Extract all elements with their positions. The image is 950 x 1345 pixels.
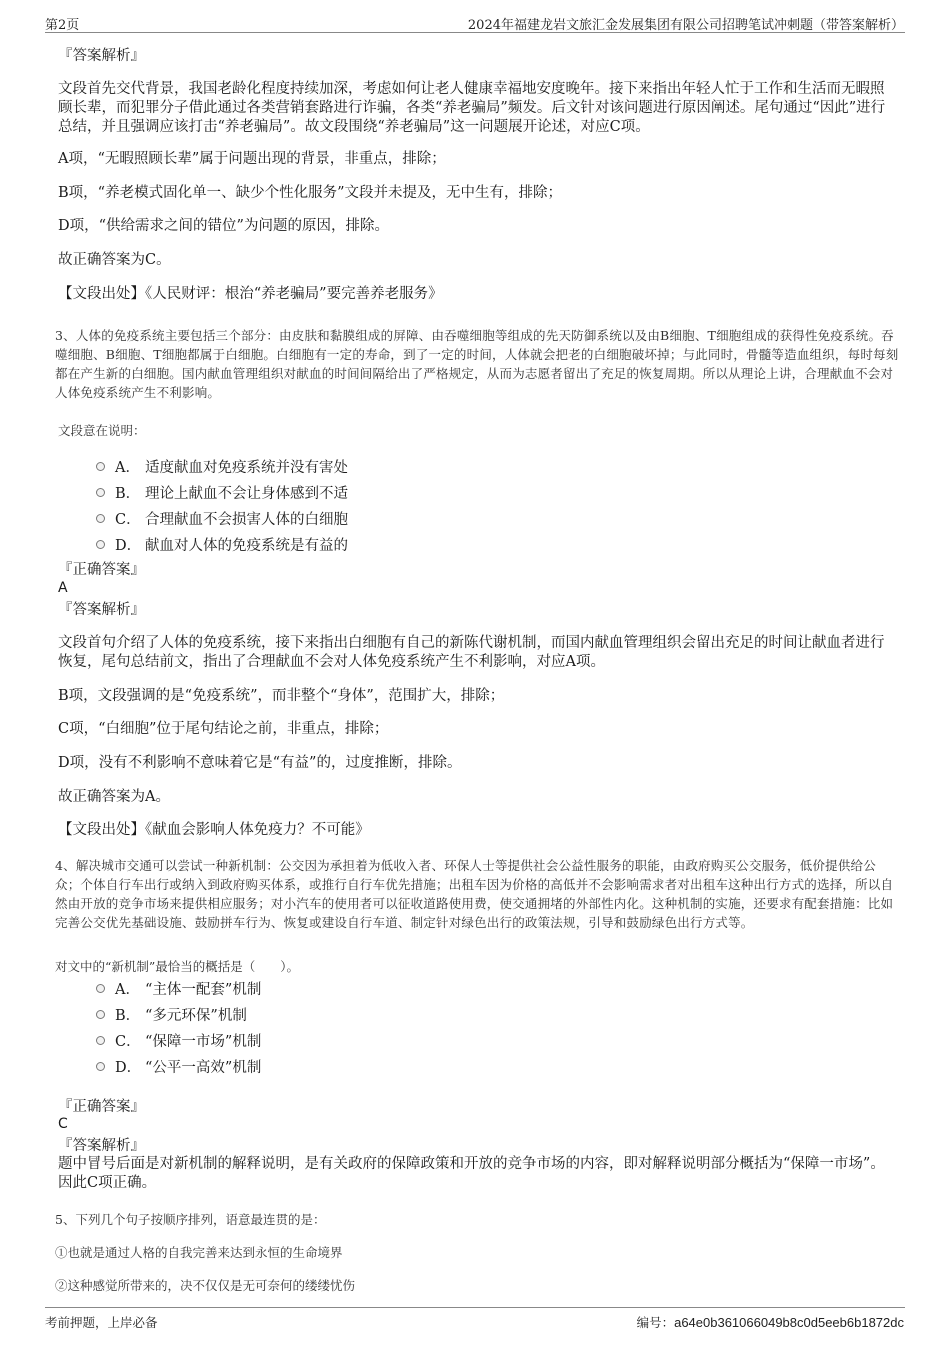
option-letter: B． — [115, 485, 141, 502]
q3-line-c: C项，“白细胞”位于尾句结论之前，非重点，排除； — [58, 721, 389, 737]
option-text: “主体一配套”机制 — [145, 981, 262, 998]
radio-button[interactable] — [96, 1036, 105, 1045]
footer-slogan: 考前押题，上岸必备 — [45, 1315, 158, 1330]
footer-code — [637, 1313, 904, 1331]
q4-option-a[interactable] — [96, 977, 261, 999]
radio-button[interactable] — [96, 1010, 105, 1019]
option-text: 理论上献血不会让身体感到不适 — [145, 485, 348, 502]
q4-answer-heading: 『正确答案』 — [58, 1099, 145, 1115]
q4-analysis-text: 题中冒号后面是对新机制的解释说明，是有关政府的保障政策和开放的竞争市场的内容，即对解释说明部分概括为“保障一市场”。因此C项正确。 — [58, 1156, 885, 1191]
q5-sentence-1: ①也就是通过人格的自我完善来达到永恒的生命境界 — [55, 1245, 343, 1260]
q3-option-c[interactable] — [96, 507, 348, 529]
q2-line-d: D项，“供给需求之间的错位”为问题的原因，排除。 — [58, 218, 389, 234]
page-number: 第2页 — [45, 18, 80, 33]
radio-button[interactable] — [96, 462, 105, 471]
q2-line-a: A项，“无暇照顾长辈”属于问题出现的背景，非重点，排除； — [58, 151, 446, 167]
q3-stem: 3、人体的免疫系统主要包括三个部分：由皮肤和黏膜组成的屏障、由吞噬细胞等组成的先天防御系统以及由B细胞、T细胞组成的获得性免疫系统。吞噬细胞、B细胞、T细胞都属于白细胞。白细胞有一定的寿命，到了一定的时间，人体就会把老的白细胞破坏掉；与此同时，骨髓等造血组织，每时每刻都在产生新的白细胞。国内献血管理组织对献血的时间间隔给出了严格规定，从而为志愿者留出了充足的恢复周期。所以从理论上讲，合理献血不会对人体免疫系统产生不利影响。 — [55, 328, 899, 400]
q3-prompt: 文段意在说明： — [58, 423, 146, 438]
q3-line-d: D项，没有不利影响不意味着它是“有益”的，过度推断，排除。 — [58, 755, 462, 771]
footer-code-value: a64e0b361066049b8c0d5eeb6b1872dc — [674, 1315, 904, 1330]
q4-option-b[interactable] — [96, 1003, 247, 1025]
q3-option-d[interactable] — [96, 533, 348, 555]
radio-button[interactable] — [96, 514, 105, 523]
q4-option-c[interactable] — [96, 1029, 261, 1051]
option-text: 合理献血不会损害人体的白细胞 — [145, 511, 348, 528]
option-letter: A． — [115, 459, 140, 476]
radio-button[interactable] — [96, 1062, 105, 1071]
q3-option-a[interactable] — [96, 455, 348, 477]
footer-divider — [45, 1307, 905, 1308]
q3-option-b[interactable] — [96, 481, 348, 503]
q2-line-b: B项，“养老模式固化单一、缺少个性化服务”文段并未提及，无中生有，排除； — [58, 185, 562, 201]
option-letter: B． — [115, 1007, 141, 1024]
option-text: “保障一市场”机制 — [145, 1033, 262, 1050]
q3-answer: A — [58, 580, 68, 596]
q4-option-d[interactable] — [96, 1055, 261, 1077]
option-text: “多元环保”机制 — [145, 1007, 247, 1024]
option-letter: D． — [115, 1059, 142, 1076]
q5-stem: 5、下列几个句子按顺序排列，语意最连贯的是： — [55, 1212, 326, 1227]
option-text: 适度献血对免疫系统并没有害处 — [145, 459, 348, 476]
q4-answer: C — [58, 1116, 68, 1132]
q2-source: 【文段出处】《人民财评：根治“养老骗局”要完善养老服务》 — [58, 286, 443, 302]
option-text: “公平一高效”机制 — [145, 1059, 262, 1076]
footer-code-label: 编号： — [636, 1315, 675, 1330]
q3-line-b: B项，文段强调的是“免疫系统”，而非整个“身体”，范围扩大，排除； — [58, 688, 505, 704]
q2-conclusion: 故正确答案为C。 — [58, 252, 171, 268]
document-title: 2024年福建龙岩文旅汇金发展集团有限公司招聘笔试冲刺题（带答案解析） — [467, 18, 904, 33]
q4-stem: 4、解决城市交通可以尝试一种新机制：公交因为承担着为低收入者、环保人士等提供社会公益性服务的职能，由政府购买公交服务，低价提供给公众；个体自行车出行或纳入到政府购买体系，或推行自行车优先措施；出租车因为价格的高低并不会影响需求者对出租车这种出行方式的选择，所以自然由开放的竞争市场来提供相应服务；对小汽车的使用者可以征收道路使用费，使交通拥堵的外部性内化。这种机制的实施，还要求有配套措施：比如完善公交优先基础设施、鼓励拼车行为、恢复或建设自行车道、制定针对绿色出行的政策法规，引导和鼓励绿色出行方式等。 — [55, 858, 894, 930]
q2-analysis-text: 文段首先交代背景，我国老龄化程度持续加深，考虑如何让老人健康幸福地安度晚年。接下来指出年轻人忙于工作和生活而无暇照顾长辈，而犯罪分子借此通过各类营销套路进行诈骗，各类“养老骗局”频发。后文针对该问题进行原因阐述。尾句通过“因此”进行总结，并且强调应该打击“养老骗局”。故文段围绕“养老骗局”这一问题展开论述，对应C项。 — [58, 81, 886, 135]
q2-analysis-heading: 『答案解析』 — [58, 48, 145, 64]
option-letter: C． — [115, 1033, 141, 1050]
radio-button[interactable] — [96, 540, 105, 549]
option-letter: C． — [115, 511, 141, 528]
header-divider — [45, 32, 905, 33]
q3-analysis-heading: 『答案解析』 — [58, 602, 145, 618]
radio-button[interactable] — [96, 488, 105, 497]
option-text: 献血对人体的免疫系统是有益的 — [145, 537, 348, 554]
q4-prompt: 对文中的“新机制”最恰当的概括是（ ）。 — [55, 959, 300, 974]
option-letter: A． — [115, 981, 140, 998]
q5-sentence-2: ②这种感觉所带来的，决不仅仅是无可奈何的缕缕忧伤 — [55, 1278, 356, 1293]
q3-answer-heading: 『正确答案』 — [58, 562, 145, 578]
radio-button[interactable] — [96, 984, 105, 993]
q3-analysis-text: 文段首句介绍了人体的免疫系统，接下来指出白细胞有自己的新陈代谢机制，而国内献血管理组织会留出充足的时间让献血者进行恢复，尾句总结前文，指出了合理献血不会对人体免疫系统产生不利影响，对应A项。 — [58, 635, 885, 670]
q4-analysis-heading: 『答案解析』 — [58, 1138, 145, 1154]
q3-source: 【文段出处】《献血会影响人体免疫力？不可能》 — [58, 822, 370, 838]
option-letter: D． — [115, 537, 142, 554]
q3-conclusion: 故正确答案为A。 — [58, 789, 170, 805]
